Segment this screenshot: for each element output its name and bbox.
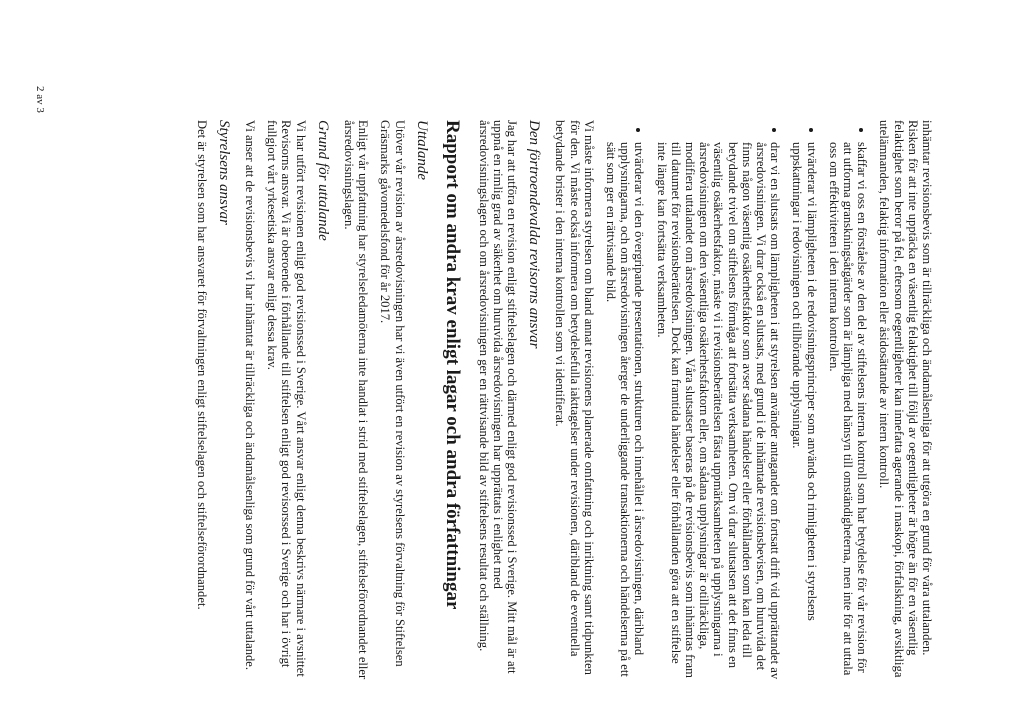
- heading-board-responsibility: Styrelsens ansvar: [215, 120, 232, 225]
- evidence-paragraph: Vi anser att de revisionsbevis vi har inhämtat är tillräckliga och ändamålsenliga som grund för vårt uttalande.: [243, 120, 258, 671]
- heading-basis: Grund för uttalande: [314, 120, 331, 241]
- list-item: • utvärderar vi lämpligheten i de redovisningsprinciper som används och rimligheten i styrelsens uppskattningar i redovisningen och tillhörande upplysningar.: [790, 142, 818, 683]
- page-number: 2 av 3: [34, 86, 46, 113]
- statement-paragraph-1: Utöver vår revision av årsredovisningen har vi även utfört en revision av styrelsens förvaltning för Stiftelsen Gräsmarks gåvomedelsfond för år 2017.: [378, 120, 407, 667]
- heading-auditor-responsibility: Den förtroendevalda revisorns ansvar: [526, 120, 543, 349]
- statement-paragraph-2: Enligt vår uppfattning har styrelseledamöterna inte handlat i strid med stiftelselagen, stiftelseförordnandet eller årsredovisningslagen.: [341, 120, 371, 680]
- heading-other-requirements: Rapport om andra krav enligt lagar och andra författningar: [441, 120, 463, 610]
- intro-paragraph: inhämtar revisionsbevis som är tillräckliga och ändamålsenliga för att utgöra en grund för våra uttalanden. Risken för att inte upptäcka en väsentlig felaktighet till följd av oegentligheter är högre än för en väsentlig felaktighet som beror på fel, eftersom oegentligheter kan innefatta agerande i maskopi, förfalskning, avsiktliga utelämnanden, felaktig information eller åsidosättande av intern kontroll.: [877, 120, 934, 678]
- basis-paragraph: Vi har utfört revisionen enligt god revisionssed i Sverige. Vårt ansvar enligt denna beskrivs närmare i avsnittet Revisorns ansvar. Vi är oberoende i förhållande till stiftelsen enligt god revisorssed i Sverige och har i övrigt fullgjort vårt yrkesetiska ansvar enligt dessa krav.: [265, 120, 308, 677]
- audit-bullet-list: [604, 120, 869, 683]
- list-item: • utvärderar vi den övergripande presentationen, strukturen och innehållet i årsredovisningen, däribland upplysningarna, och om årsredovisningen återger de underliggande transaktionerna och händelserna på ett sätt som ger en rättvisande bild.: [604, 142, 647, 683]
- list-item: • skaffar vi oss en förståelse av den del av stiftelsens interna kontroll som har betydelse för vår revision för att utforma granskningsåtgärder som är lämpliga med hänsyn till omständigheterna, men inte för att uttala oss om effektiviteten i den interna kontrollen.: [827, 142, 870, 683]
- board-paragraph: Det är styrelsen som har ansvaret för förvaltningen enligt stiftelselagen och stiftelseförordnandet.: [194, 120, 209, 610]
- list-item: • drar vi en slutsats om lämpligheten i att styrelsen använder antagandet om fortsatt drift vid upprättandet av årsredovisningen. Vi drar också en slutsats, med grund i de inhämtade revisionsbevisen, om huruvida det finns någon väsentlig osäkerhetsfaktor som avser sådana händelser eller förhållanden som kan leda till betydande tvivel om stiftelsens förmåga att fortsätta verksamheten. Om vi drar slutsatsen att det finns en väsentlig osäkerhetsfaktor, måste vi i revisionsberättelsen fästa uppmärksamheten på upplysningarna i årsredovisningen om den väsentliga osäkerhetsfaktorn eller, om sådana upplysningar är otillräckliga, modifiera uttalandet om årsredovisningen. Våra slutsatser baseras på de revisionsbevis som inhämtas fram till datumet för revisionsberättelsen. Dock kan framtida händelser eller förhållanden göra att en stiftelse inte längre kan fortsätta verksamheten.: [654, 142, 782, 683]
- inform-paragraph: Vi måste informera styrelsen om bland annat revisionens planerade omfattning och inriktning samt tidpunkten för den. Vi måste också informera om betydelsefulla iakttagelser under revisionen, däribland de eventuella betydande brister i den interna kontrollen som vi identifierat.: [553, 120, 596, 675]
- heading-statements: Uttalande: [413, 120, 430, 180]
- auditor-paragraph: Jag har att utföra en revision enligt stiftelselagen och därmed enligt god revisionssed i Sverige. Mitt mål är att uppnå en rimlig grad av säkerhet om huruvida årsredovisningen har upprättats i enlighet med årsredovisningslagen och om årsredovisningen ger en rättvisande bild av stiftelsens resultat och ställning.: [476, 120, 520, 674]
